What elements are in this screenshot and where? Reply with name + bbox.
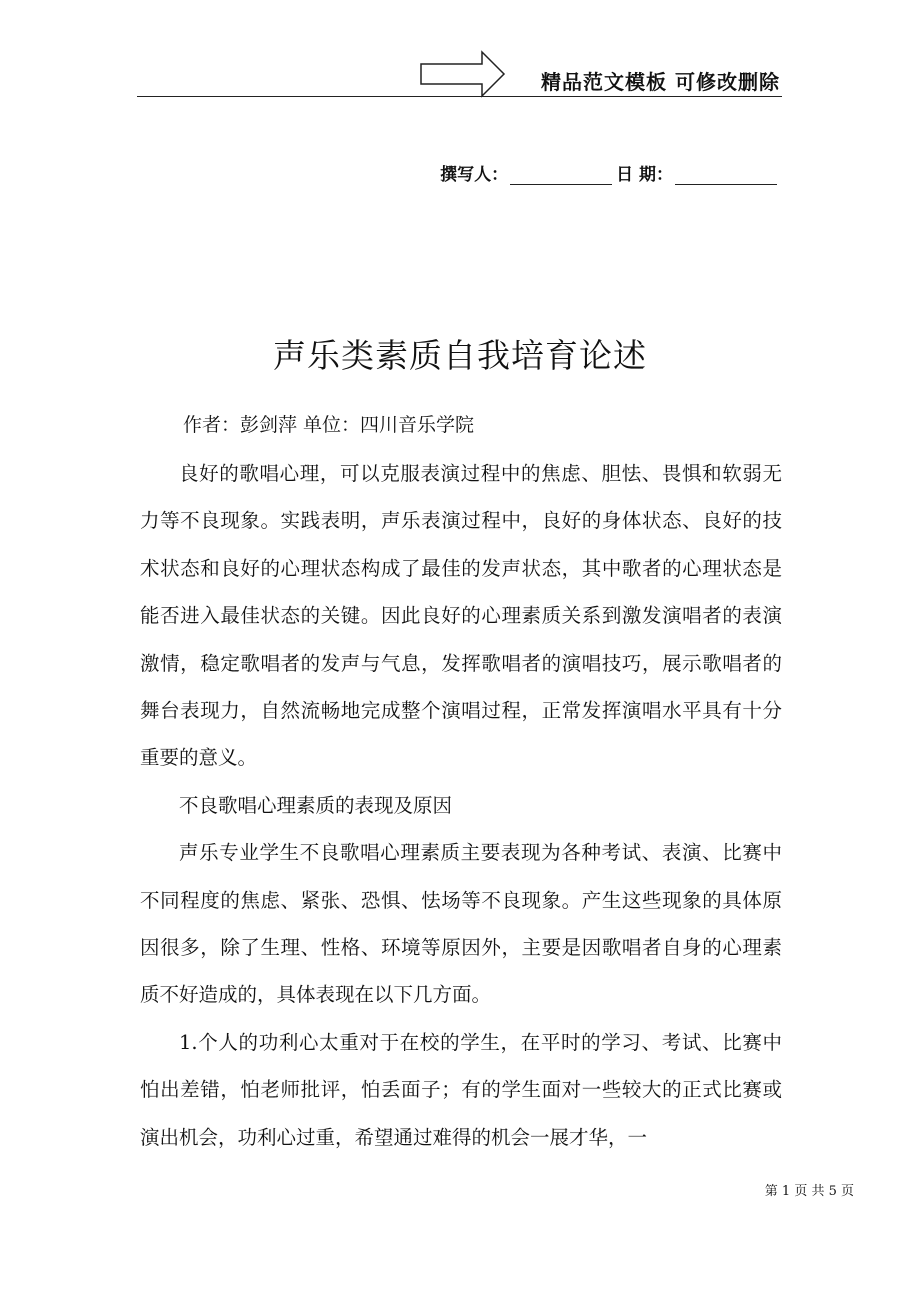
date-blank-line bbox=[675, 164, 777, 185]
paragraph: 良好的歌唱心理，可以克服表演过程中的焦虑、胆怯、畏惧和软弱无力等不良现象。实践表明，声乐表演过程中，良好的身体状态、良好的技术状态和良好的心理状态构成了最佳的发声状态，其中歌者的心理状态是能否进入最佳状态的关键。因此良好的心理素质关系到激发演唱者的表演激情，稳定歌唱者的发声与气息，发挥歌唱者的演唱技巧，展示歌唱者的舞台表现力，自然流畅地完成整个演唱过程，正常发挥演唱水平具有十分重要的意义。 bbox=[140, 462, 782, 770]
page-header bbox=[137, 50, 782, 98]
page-number: 第 1 页 共 5 页 bbox=[764, 1184, 854, 1199]
document-body bbox=[140, 450, 782, 1161]
header-rule bbox=[137, 96, 782, 97]
section-heading: 不良歌唱心理素质的表现及原因 bbox=[179, 793, 453, 817]
paragraph: 声乐专业学生不良歌唱心理素质主要表现为各种考试、表演、比赛中不同程度的焦虑、紧张、恐惧、怯场等不良现象。产生这些现象的具体原因很多，除了生理、性格、环境等原因外，主要是因歌唱者自身的心理素质不好造成的，具体表现在以下几方面。 bbox=[140, 841, 782, 1007]
date-label: 日 期： bbox=[616, 165, 673, 185]
signature-row bbox=[440, 160, 781, 185]
author-label: 撰写人： bbox=[440, 165, 509, 185]
author-line: 作者：彭剑萍 单位：四川音乐学院 bbox=[183, 414, 475, 436]
paragraph: 1.个人的功利心太重对于在校的学生，在平时的学习、考试、比赛中怕出差错，怕老师批评，怕丢面子；有的学生面对一些较大的正式比赛或演出机会，功利心过重，希望通过难得的机会一展才华，一 bbox=[140, 1030, 782, 1149]
document-title: 声乐类素质自我培育论述 bbox=[273, 336, 647, 375]
author-blank-line bbox=[510, 164, 612, 185]
right-arrow-outline-icon bbox=[420, 50, 506, 98]
template-tag: 精品范文模板 可修改删除 bbox=[541, 70, 780, 94]
